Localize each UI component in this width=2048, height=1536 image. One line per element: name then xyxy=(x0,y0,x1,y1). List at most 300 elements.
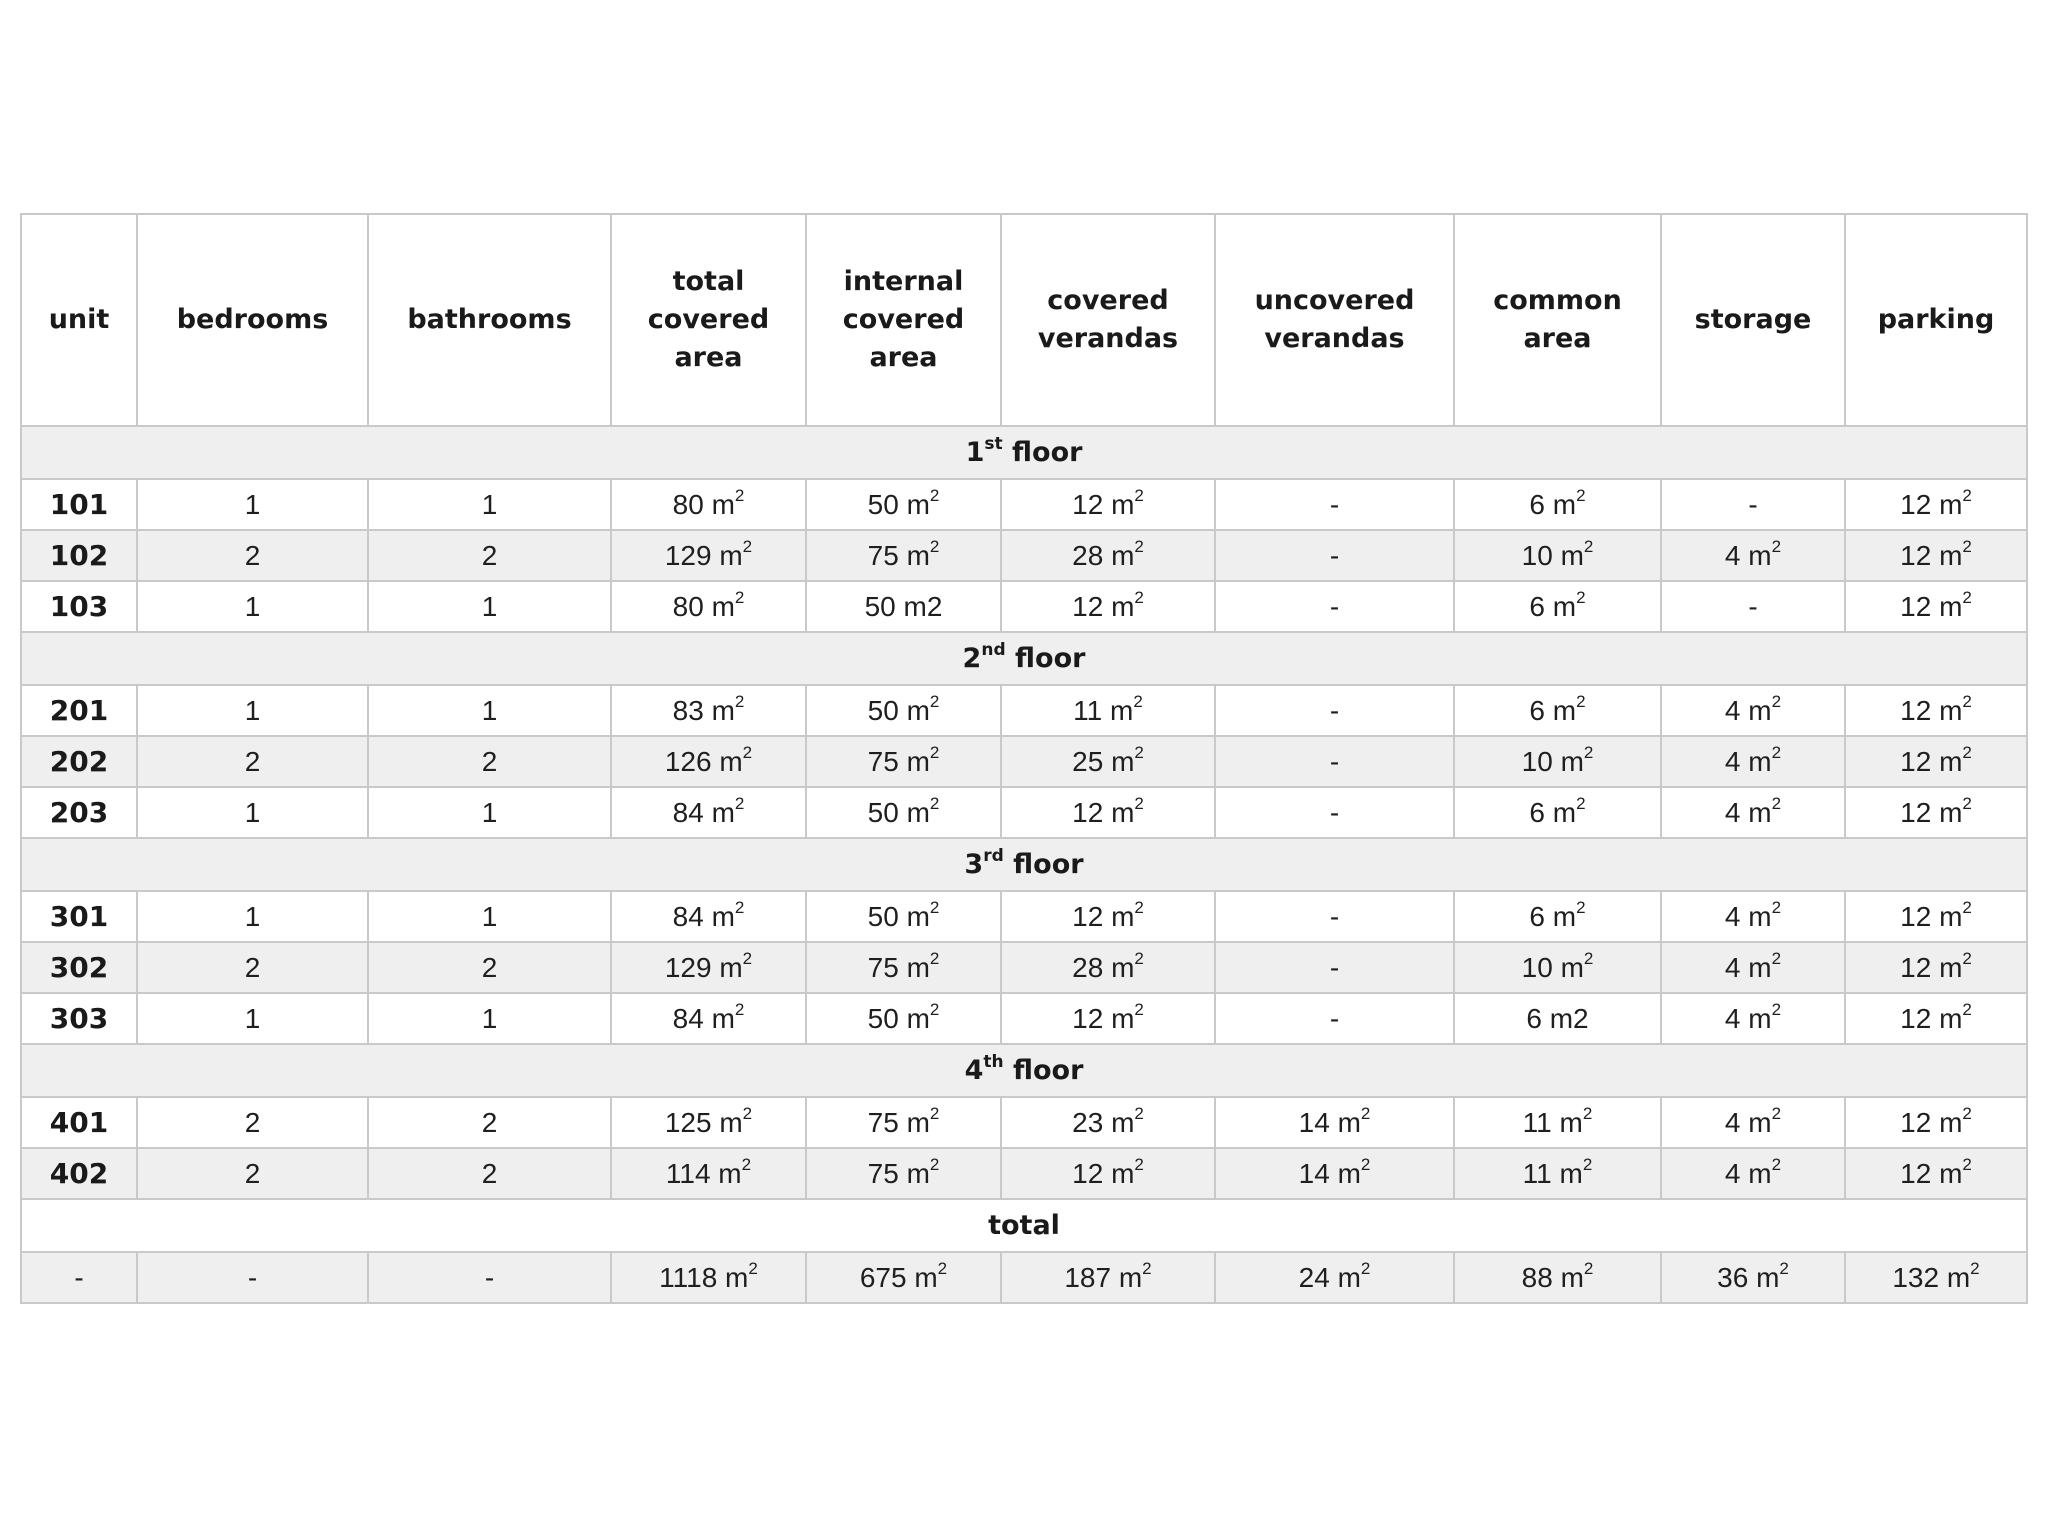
cell-total-covered-area xyxy=(611,581,806,632)
cell-value: 14 m xyxy=(1298,1157,1361,1189)
cell-internal-covered-area xyxy=(806,736,1001,787)
unit-superscript: 2 xyxy=(1360,1104,1371,1124)
cell-value: 83 m xyxy=(672,694,735,726)
floor-number: 2 xyxy=(962,643,982,674)
floor-label: floor xyxy=(1003,1055,1084,1086)
cell-storage xyxy=(1661,581,1845,632)
cell-value: 1118 m xyxy=(659,1261,749,1293)
cell-value: 203 xyxy=(49,796,109,829)
cell-common-area xyxy=(1454,787,1661,838)
cell-storage xyxy=(1661,479,1845,530)
unit-superscript: 2 xyxy=(1360,1259,1371,1279)
total-label: total xyxy=(988,1210,1060,1241)
unit-superscript: 2 xyxy=(929,1000,940,1020)
cell-value: 4 m xyxy=(1724,745,1772,777)
cell-unit xyxy=(21,993,137,1044)
floor-label: floor xyxy=(1002,437,1083,468)
table-row xyxy=(21,787,2027,838)
cell-covered-verandas xyxy=(1001,685,1215,736)
cell-value: 1 xyxy=(481,488,498,520)
unit-superscript: 2 xyxy=(1583,743,1594,763)
floor-heading xyxy=(21,838,2027,891)
cell-value: 1 xyxy=(481,694,498,726)
cell-value: 1 xyxy=(481,796,498,828)
unit-superscript: 2 xyxy=(734,588,745,608)
cell-value: 12 m xyxy=(1072,900,1135,932)
unit-superscript: 2 xyxy=(929,486,940,506)
unit-superscript: 2 xyxy=(1134,743,1144,763)
cell-value: 303 xyxy=(49,1002,109,1035)
cell-unit xyxy=(21,685,137,736)
cell-value: 28 m xyxy=(1072,951,1135,983)
cell-value: 12 m xyxy=(1072,1002,1135,1034)
unit-superscript: 2 xyxy=(1134,898,1144,918)
cell-value: 2 xyxy=(244,539,261,571)
cell-parking xyxy=(1845,530,2027,581)
column-header-line: common xyxy=(1493,285,1622,316)
unit-superscript: 2 xyxy=(1576,486,1586,506)
cell-storage xyxy=(1661,942,1845,993)
unit-superscript: 2 xyxy=(929,949,940,969)
cell-total-covered-area xyxy=(611,530,806,581)
cell-parking xyxy=(1845,1252,2027,1303)
cell-internal-covered-area xyxy=(806,1097,1001,1148)
unit-superscript: 2 xyxy=(748,1259,758,1279)
floor-row xyxy=(21,838,2027,891)
cell-value: 12 m xyxy=(1072,488,1135,520)
cell-bedrooms xyxy=(137,581,368,632)
cell-value: - xyxy=(1329,539,1340,571)
unit-superscript: 2 xyxy=(1962,1104,1972,1124)
cell-value: 1 xyxy=(244,488,261,520)
unit-superscript: 2 xyxy=(1134,1155,1144,1175)
cell-value: 132 m xyxy=(1892,1261,1971,1293)
cell-value: 4 m xyxy=(1724,951,1772,983)
unit-superscript: 2 xyxy=(1583,537,1594,557)
unit-superscript: 2 xyxy=(1962,692,1972,712)
cell-common-area xyxy=(1454,891,1661,942)
cell-covered-verandas xyxy=(1001,1148,1215,1199)
cell-value: 301 xyxy=(49,900,109,933)
cell-value: 1 xyxy=(481,900,498,932)
cell-value: 12 m xyxy=(1900,539,1963,571)
cell-storage xyxy=(1661,891,1845,942)
cell-covered-verandas xyxy=(1001,736,1215,787)
cell-uncovered-verandas xyxy=(1215,891,1454,942)
cell-common-area xyxy=(1454,685,1661,736)
unit-superscript: 2 xyxy=(1962,743,1972,763)
cell-unit xyxy=(21,736,137,787)
cell-storage xyxy=(1661,530,1845,581)
cell-covered-verandas xyxy=(1001,530,1215,581)
cell-bathrooms xyxy=(368,942,611,993)
unit-superscript: 2 xyxy=(1133,692,1143,712)
cell-value: - xyxy=(1329,951,1340,983)
table-row xyxy=(21,685,2027,736)
table-header xyxy=(21,214,2027,426)
floor-ordinal-suffix: nd xyxy=(981,640,1006,660)
column-header-parking xyxy=(1845,214,2027,426)
cell-value: 12 m xyxy=(1900,694,1963,726)
cell-value: 11 m xyxy=(1522,1157,1583,1189)
table-row xyxy=(21,993,2027,1044)
cell-value: 675 m xyxy=(859,1261,938,1293)
cell-value: 10 m xyxy=(1521,951,1584,983)
cell-parking xyxy=(1845,1148,2027,1199)
cell-value: 12 m xyxy=(1900,1106,1963,1138)
unit-superscript: 2 xyxy=(1771,1000,1782,1020)
cell-value: - xyxy=(484,1261,495,1293)
cell-uncovered-verandas xyxy=(1215,736,1454,787)
cell-value: 101 xyxy=(49,488,109,521)
cell-value: 187 m xyxy=(1064,1261,1143,1293)
table-row xyxy=(21,581,2027,632)
cell-value: 50 m xyxy=(867,488,930,520)
cell-value: - xyxy=(1329,694,1340,726)
cell-bathrooms xyxy=(368,1148,611,1199)
unit-superscript: 2 xyxy=(1962,537,1972,557)
floor-number: 4 xyxy=(964,1055,984,1086)
unit-superscript: 2 xyxy=(1771,949,1782,969)
unit-superscript: 2 xyxy=(1576,794,1586,814)
cell-bedrooms xyxy=(137,787,368,838)
cell-value: 12 m xyxy=(1900,1002,1963,1034)
unit-superscript: 2 xyxy=(929,794,940,814)
table-body xyxy=(21,426,2027,1303)
cell-bedrooms xyxy=(137,479,368,530)
unit-superscript: 2 xyxy=(1582,1104,1593,1124)
column-header-line: area xyxy=(869,342,938,373)
table-row xyxy=(21,736,2027,787)
cell-total-covered-area xyxy=(611,787,806,838)
cell-unit xyxy=(21,942,137,993)
cell-value: 103 xyxy=(49,590,109,623)
unit-superscript: 2 xyxy=(929,1104,940,1124)
unit-superscript: 2 xyxy=(742,537,753,557)
cell-total-covered-area xyxy=(611,479,806,530)
cell-value: 125 m xyxy=(664,1106,743,1138)
cell-bedrooms xyxy=(137,1252,368,1303)
unit-superscript: 2 xyxy=(734,1000,745,1020)
cell-value: 2 xyxy=(481,1106,498,1138)
cell-value: 129 m xyxy=(664,951,743,983)
cell-parking xyxy=(1845,891,2027,942)
unit-superscript: 2 xyxy=(1771,537,1782,557)
column-header-line: verandas xyxy=(1037,323,1179,354)
cell-value: 129 m xyxy=(664,539,743,571)
cell-value: 50 m xyxy=(867,796,930,828)
cell-value: 1 xyxy=(244,900,261,932)
unit-superscript: 2 xyxy=(1360,1155,1371,1175)
unit-superscript: 2 xyxy=(1771,794,1782,814)
header-row xyxy=(21,214,2027,426)
floor-row xyxy=(21,1044,2027,1097)
column-header-line: verandas xyxy=(1264,323,1405,354)
cell-parking xyxy=(1845,1097,2027,1148)
cell-internal-covered-area xyxy=(806,685,1001,736)
cell-total-covered-area xyxy=(611,1097,806,1148)
cell-total-covered-area xyxy=(611,1252,806,1303)
cell-total-covered-area xyxy=(611,736,806,787)
cell-storage xyxy=(1661,1148,1845,1199)
cell-value: 50 m xyxy=(867,1002,930,1034)
floor-heading xyxy=(21,1044,2027,1097)
cell-value: 12 m xyxy=(1900,488,1963,520)
cell-value: 12 m xyxy=(1900,590,1963,622)
floor-number: 3 xyxy=(964,849,984,880)
cell-value: 12 m xyxy=(1072,1157,1135,1189)
unit-superscript: 2 xyxy=(1779,1259,1789,1279)
cell-uncovered-verandas xyxy=(1215,1252,1454,1303)
cell-value: 302 xyxy=(49,951,109,984)
cell-internal-covered-area xyxy=(806,942,1001,993)
unit-superscript: 2 xyxy=(929,537,940,557)
floor-row xyxy=(21,632,2027,685)
unit-superscript: 2 xyxy=(734,794,745,814)
cell-value: 10 m xyxy=(1521,745,1584,777)
cell-internal-covered-area xyxy=(806,1252,1001,1303)
cell-common-area xyxy=(1454,479,1661,530)
unit-superscript: 2 xyxy=(929,1155,940,1175)
cell-parking xyxy=(1845,479,2027,530)
cell-value: 4 m xyxy=(1724,900,1772,932)
cell-value: 75 m xyxy=(867,1157,930,1189)
cell-value: 126 m xyxy=(664,745,743,777)
cell-storage xyxy=(1661,685,1845,736)
cell-internal-covered-area xyxy=(806,479,1001,530)
cell-value: 6 m xyxy=(1529,590,1577,622)
cell-value: - xyxy=(1748,590,1758,622)
table-row xyxy=(21,479,2027,530)
cell-value: 2 xyxy=(244,1157,261,1189)
cell-internal-covered-area xyxy=(806,787,1001,838)
cell-value: 12 m xyxy=(1900,951,1963,983)
cell-value: 4 m xyxy=(1724,539,1772,571)
cell-value: 75 m xyxy=(867,951,930,983)
cell-unit xyxy=(21,530,137,581)
unit-superscript: 2 xyxy=(734,486,745,506)
column-header-line: uncovered xyxy=(1254,285,1415,316)
cell-total-covered-area xyxy=(611,685,806,736)
unit-superscript: 2 xyxy=(1134,537,1144,557)
cell-value: 4 m xyxy=(1724,1106,1772,1138)
cell-value: 401 xyxy=(49,1106,109,1139)
column-header-bathrooms xyxy=(368,214,611,426)
cell-value: 12 m xyxy=(1072,796,1135,828)
cell-bathrooms xyxy=(368,787,611,838)
cell-value: 4 m xyxy=(1724,694,1772,726)
cell-value: 4 m xyxy=(1724,796,1772,828)
column-header-line: area xyxy=(1523,323,1592,354)
cell-bedrooms xyxy=(137,993,368,1044)
cell-value: 23 m xyxy=(1072,1106,1135,1138)
cell-bathrooms xyxy=(368,530,611,581)
cell-value: 12 m xyxy=(1900,745,1963,777)
cell-value: 201 xyxy=(49,694,109,727)
unit-superscript: 2 xyxy=(929,692,940,712)
cell-value: - xyxy=(247,1261,258,1293)
cell-uncovered-verandas xyxy=(1215,993,1454,1044)
column-header-common-area xyxy=(1454,214,1661,426)
total-heading-row xyxy=(21,1199,2027,1252)
cell-value: 75 m xyxy=(867,1106,930,1138)
unit-superscript: 2 xyxy=(1771,898,1782,918)
column-header-line: covered xyxy=(647,304,770,335)
cell-bedrooms xyxy=(137,891,368,942)
cell-value: 1 xyxy=(244,694,261,726)
cell-storage xyxy=(1661,1252,1845,1303)
cell-common-area xyxy=(1454,1252,1661,1303)
cell-value: 114 m xyxy=(665,1157,742,1189)
cell-bathrooms xyxy=(368,1252,611,1303)
cell-parking xyxy=(1845,787,2027,838)
cell-internal-covered-area xyxy=(806,1148,1001,1199)
cell-value: 88 m xyxy=(1521,1261,1584,1293)
cell-bedrooms xyxy=(137,1148,368,1199)
cell-value: - xyxy=(1329,1002,1340,1034)
cell-unit xyxy=(21,479,137,530)
unit-superscript: 2 xyxy=(1962,486,1972,506)
cell-value: - xyxy=(1329,796,1340,828)
cell-value: 84 m xyxy=(672,796,735,828)
unit-superscript: 2 xyxy=(929,898,940,918)
unit-superscript: 2 xyxy=(1771,743,1782,763)
cell-value: 24 m xyxy=(1298,1261,1361,1293)
unit-superscript: 2 xyxy=(1576,898,1586,918)
cell-value: 10 m xyxy=(1521,539,1584,571)
cell-storage xyxy=(1661,1097,1845,1148)
unit-superscript: 2 xyxy=(1962,1000,1972,1020)
floor-heading xyxy=(21,632,2027,685)
cell-value: 50 m xyxy=(867,694,930,726)
unit-superscript: 2 xyxy=(1134,1000,1144,1020)
column-header-covered-verandas xyxy=(1001,214,1215,426)
column-header-line: covered xyxy=(1047,285,1169,316)
cell-unit xyxy=(21,891,137,942)
cell-uncovered-verandas xyxy=(1215,479,1454,530)
cell-value: 84 m xyxy=(672,1002,735,1034)
cell-value: 102 xyxy=(49,539,109,572)
cell-value: 36 m xyxy=(1717,1261,1780,1293)
unit-superscript: 2 xyxy=(1134,794,1144,814)
cell-value: 11 m xyxy=(1073,694,1134,726)
column-header-line: unit xyxy=(48,304,110,335)
cell-value: 6 m xyxy=(1529,796,1577,828)
cell-value: - xyxy=(1748,488,1758,520)
unit-superscript: 2 xyxy=(742,949,753,969)
cell-value: - xyxy=(1329,900,1340,932)
unit-superscript: 2 xyxy=(1771,692,1782,712)
cell-covered-verandas xyxy=(1001,891,1215,942)
cell-bedrooms xyxy=(137,685,368,736)
cell-parking xyxy=(1845,993,2027,1044)
floor-ordinal-suffix: st xyxy=(984,434,1003,454)
cell-uncovered-verandas xyxy=(1215,1097,1454,1148)
cell-value: 25 m xyxy=(1072,745,1135,777)
cell-value: 1 xyxy=(244,796,261,828)
cell-value: 402 xyxy=(49,1157,109,1190)
cell-value: 84 m xyxy=(672,900,735,932)
column-header-line: parking xyxy=(1877,304,1995,335)
cell-value: 2 xyxy=(481,951,498,983)
cell-uncovered-verandas xyxy=(1215,581,1454,632)
cell-value: 2 xyxy=(244,1106,261,1138)
unit-superscript: 2 xyxy=(1582,1155,1593,1175)
cell-value: 75 m xyxy=(867,745,930,777)
unit-superscript: 2 xyxy=(937,1259,948,1279)
unit-superscript: 2 xyxy=(1771,1104,1782,1124)
cell-unit xyxy=(21,787,137,838)
cell-parking xyxy=(1845,736,2027,787)
cell-value: - xyxy=(74,1261,84,1293)
table-row xyxy=(21,891,2027,942)
unit-superscript: 2 xyxy=(1771,1155,1782,1175)
cell-value: 11 m xyxy=(1522,1106,1583,1138)
cell-value: 6 m xyxy=(1529,488,1577,520)
cell-uncovered-verandas xyxy=(1215,685,1454,736)
cell-value: 1 xyxy=(481,590,498,622)
cell-common-area xyxy=(1454,942,1661,993)
cell-value: 2 xyxy=(481,1157,498,1189)
cell-parking xyxy=(1845,685,2027,736)
floor-label: floor xyxy=(1005,643,1086,674)
column-header-line: bedrooms xyxy=(176,304,329,335)
unit-superscript: 2 xyxy=(1962,949,1972,969)
cell-covered-verandas xyxy=(1001,581,1215,632)
floor-label: floor xyxy=(1003,849,1084,880)
unit-superscript: 2 xyxy=(734,898,745,918)
cell-value: 80 m xyxy=(672,488,735,520)
cell-uncovered-verandas xyxy=(1215,787,1454,838)
cell-total-covered-area xyxy=(611,1148,806,1199)
cell-value: 6 m2 xyxy=(1526,1002,1589,1034)
cell-value: 6 m xyxy=(1529,900,1577,932)
table-row xyxy=(21,530,2027,581)
column-header-line: storage xyxy=(1694,304,1812,335)
column-header-line: internal xyxy=(843,266,964,297)
cell-total-covered-area xyxy=(611,891,806,942)
cell-value: 12 m xyxy=(1900,900,1963,932)
unit-superscript: 2 xyxy=(741,1155,752,1175)
cell-value: 12 m xyxy=(1072,590,1135,622)
cell-parking xyxy=(1845,942,2027,993)
cell-value: 50 m2 xyxy=(864,590,943,622)
unit-area-table xyxy=(20,213,2028,1304)
total-heading xyxy=(21,1199,2027,1252)
cell-value: - xyxy=(1329,745,1340,777)
table-row xyxy=(21,942,2027,993)
cell-internal-covered-area xyxy=(806,993,1001,1044)
cell-value: 4 m xyxy=(1724,1157,1772,1189)
column-header-total-covered-area xyxy=(611,214,806,426)
cell-covered-verandas xyxy=(1001,787,1215,838)
cell-value: 4 m xyxy=(1724,1002,1772,1034)
cell-covered-verandas xyxy=(1001,479,1215,530)
cell-storage xyxy=(1661,993,1845,1044)
unit-superscript: 2 xyxy=(742,1104,753,1124)
unit-superscript: 2 xyxy=(1134,588,1144,608)
cell-value: 6 m xyxy=(1529,694,1577,726)
cell-value: - xyxy=(1329,590,1340,622)
cell-bathrooms xyxy=(368,479,611,530)
floor-ordinal-suffix: th xyxy=(983,1052,1004,1072)
cell-value: 1 xyxy=(244,1002,261,1034)
table-row xyxy=(21,1148,2027,1199)
unit-superscript: 2 xyxy=(929,743,940,763)
cell-covered-verandas xyxy=(1001,1097,1215,1148)
unit-superscript: 2 xyxy=(1142,1259,1152,1279)
unit-superscript: 2 xyxy=(1583,1259,1594,1279)
